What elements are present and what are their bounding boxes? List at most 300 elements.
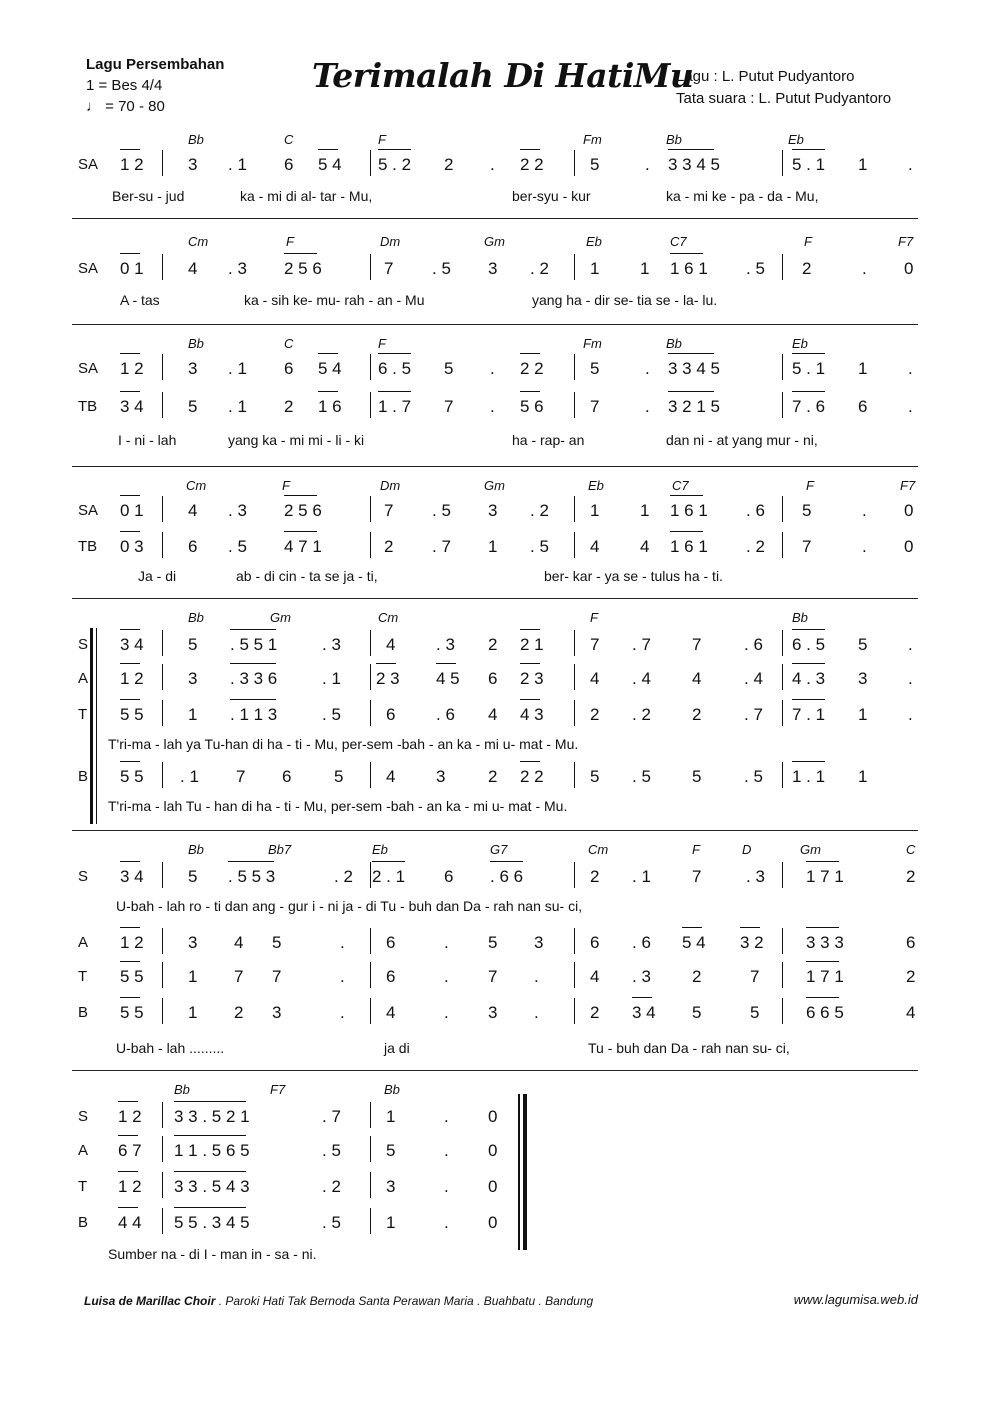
note-group: 1 [590, 501, 600, 520]
note-group: 7 [272, 967, 282, 986]
voice-label: SA [78, 360, 99, 377]
lyric-line: ab - di cin - ta se ja - ti, [236, 568, 378, 584]
barline [782, 998, 783, 1024]
system-divider [72, 598, 918, 599]
barline [370, 998, 371, 1024]
note-group: . 5 5 1 [230, 635, 278, 654]
barline [162, 762, 163, 788]
note-group: 0 3 [120, 537, 144, 556]
chord-symbol: Dm [380, 478, 401, 493]
beam-line [120, 531, 140, 532]
note-group: 3 [858, 669, 868, 688]
beam-line [174, 1101, 246, 1102]
note-group: 7 [750, 967, 760, 986]
beam-line [632, 997, 652, 998]
key-signature: 1 = Bes 4/4 [86, 77, 163, 94]
note-group: . 1 [228, 359, 247, 378]
note-group: 1 2 [120, 155, 144, 174]
beam-line [520, 391, 540, 392]
note-group: 6 . 5 [792, 635, 826, 654]
note-group: 4 3 [520, 705, 544, 724]
chord-symbol: Eb [792, 336, 808, 351]
barline [574, 962, 575, 988]
beam-line [120, 253, 140, 254]
system-7 [72, 1080, 918, 1270]
beam-line [668, 353, 714, 354]
beam-line [230, 663, 276, 664]
lyric-line: I - ni - lah [118, 432, 177, 448]
note-group: 1 2 [118, 1177, 142, 1196]
credits [676, 66, 891, 110]
note-group: 1 2 [120, 669, 144, 688]
note-group: 4 [640, 537, 650, 556]
note-group: 5 5 [120, 767, 144, 786]
note-group: . 5 [228, 537, 247, 556]
lyric-line: ja di [384, 1040, 410, 1056]
footer-choir-info [84, 1294, 593, 1308]
note-group: 2 [590, 1003, 600, 1022]
beam-line [378, 149, 411, 150]
beam-line [740, 927, 760, 928]
barline [370, 928, 371, 954]
note-group: 2 3 [520, 669, 544, 688]
barline [370, 392, 371, 418]
note-group: . 7 [744, 705, 763, 724]
beam-line [120, 761, 140, 762]
chord-symbol: F7 [270, 1082, 286, 1097]
note-group: 5 [188, 867, 198, 886]
note-group: 6 [284, 359, 294, 378]
chord-symbol: Bb [188, 132, 204, 147]
note-group: 5 [334, 767, 344, 786]
note-group: . 3 [228, 501, 247, 520]
note-group: 2 3 [376, 669, 400, 688]
barline [782, 862, 783, 888]
barline [782, 496, 783, 522]
note-group: 4 4 [118, 1213, 142, 1232]
note-group: 3 3 . 5 2 1 [174, 1107, 250, 1126]
barline [574, 150, 575, 176]
note-group: . 5 5 3 [228, 867, 276, 886]
chord-symbol: Fm [583, 336, 602, 351]
barline [162, 928, 163, 954]
note-group: . [645, 155, 650, 174]
beam-line [520, 663, 540, 664]
note-group: 3 2 1 5 [668, 397, 720, 416]
note-group: 2 [590, 705, 600, 724]
voice-label: SA [78, 156, 99, 173]
note-group: . 1 [228, 397, 247, 416]
beam-line [520, 149, 540, 150]
voice-label: S [78, 636, 89, 653]
voice-label: S [78, 1108, 89, 1125]
note-group: . 7 [432, 537, 451, 556]
chord-symbol: F [590, 610, 598, 625]
note-group: 2 2 [520, 767, 544, 786]
note-group: 1 [640, 259, 650, 278]
note-group: 5 5 . 3 4 5 [174, 1213, 250, 1232]
note-group: 4 . 3 [792, 669, 826, 688]
note-group: 1 [386, 1107, 396, 1126]
chord-symbol: Eb [372, 842, 388, 857]
barline [574, 630, 575, 656]
note-group: 1 6 1 [670, 537, 708, 556]
chord-symbol: F [806, 478, 814, 493]
beam-line [792, 391, 825, 392]
note-group: . [862, 501, 867, 520]
beam-line [806, 997, 839, 998]
note-group: . [444, 1107, 449, 1126]
note-group: 1 [858, 705, 868, 724]
chord-symbol: Bb7 [268, 842, 292, 857]
note-group: 5 [692, 1003, 702, 1022]
voice-label: B [78, 768, 89, 785]
note-group: . [340, 933, 345, 952]
chord-symbol: F [378, 132, 386, 147]
note-group: . [340, 967, 345, 986]
final-barline-thick [523, 1094, 527, 1250]
note-group: . 1 [322, 669, 341, 688]
system-divider [72, 466, 918, 467]
lyric-line: ber- kar - ya se - tulus ha - ti. [544, 568, 723, 584]
note-group: . [908, 705, 913, 724]
note-group: 6 [858, 397, 868, 416]
note-group: . [908, 155, 913, 174]
note-group: 7 [444, 397, 454, 416]
note-group: 2 [692, 705, 702, 724]
beam-line [120, 663, 140, 664]
note-group: 0 [904, 259, 914, 278]
note-group: . 2 [632, 705, 651, 724]
note-group: 2 2 [520, 155, 544, 174]
barline [370, 862, 371, 888]
barline [574, 664, 575, 690]
note-group: 7 [590, 635, 600, 654]
note-group: . [444, 933, 449, 952]
note-group: 2 [590, 867, 600, 886]
chord-symbol: F7 [900, 478, 916, 493]
system-6 [72, 840, 918, 1070]
voice-label: SA [78, 260, 99, 277]
voice-label: A [78, 934, 89, 951]
note-group: 5 4 [318, 359, 342, 378]
beam-line [120, 699, 140, 700]
note-group: 3 2 [740, 933, 764, 952]
note-group: 2 2 [520, 359, 544, 378]
footer-website: www.lagumisa.web.id [793, 1292, 918, 1307]
note-group: . [862, 537, 867, 556]
chord-symbol: F [286, 234, 294, 249]
beam-line [668, 149, 714, 150]
lyric-line: ka - mi di al- tar - Mu, [240, 188, 373, 204]
note-group: . [340, 1003, 345, 1022]
note-group: 3 4 [120, 397, 144, 416]
chord-symbol: C7 [672, 478, 689, 493]
song-title: Terimalah Di HatiMu [312, 56, 694, 95]
lyric-line: T'ri-ma - lah Tu - han di ha - ti - Mu, per-sem -bah - an ka - mi u- mat - Mu. [108, 798, 568, 814]
note-group: . 1 1 3 [230, 705, 278, 724]
note-group: 4 [188, 259, 198, 278]
beam-line [118, 1101, 138, 1102]
beam-line [520, 629, 540, 630]
beam-line [378, 353, 411, 354]
chord-symbol: Gm [484, 478, 505, 493]
beam-line [376, 663, 396, 664]
note-group: 5 6 [520, 397, 544, 416]
note-group: 6 [386, 705, 396, 724]
chord-symbol: Bb [666, 132, 682, 147]
note-group: 5 . 2 [378, 155, 412, 174]
barline [162, 354, 163, 380]
barline [782, 630, 783, 656]
note-group: 2 5 6 [284, 259, 322, 278]
note-group: 1 2 [118, 1107, 142, 1126]
note-group: 5 [590, 767, 600, 786]
beam-line [682, 927, 702, 928]
note-group: . 5 [744, 767, 763, 786]
note-group: 5 [590, 155, 600, 174]
note-group: 3 4 [632, 1003, 656, 1022]
note-group: 1 [188, 1003, 198, 1022]
voice-label: B [78, 1004, 89, 1021]
chord-symbol: F [804, 234, 812, 249]
chord-symbol: C [906, 842, 916, 857]
note-group: 2 [906, 967, 916, 986]
note-group: 1 7 1 [806, 967, 844, 986]
note-group: 4 [386, 1003, 396, 1022]
beam-line [120, 149, 140, 150]
beam-line [318, 353, 338, 354]
beam-line [318, 149, 338, 150]
voice-label: TB [78, 398, 98, 415]
lyric-line: yang ka - mi mi - li - ki [228, 432, 365, 448]
note-group: . [534, 967, 539, 986]
beam-line [230, 699, 276, 700]
note-group: . 1 [228, 155, 247, 174]
note-group: . 3 [322, 635, 341, 654]
beam-line [670, 253, 703, 254]
chord-symbol: Bb [384, 1082, 400, 1097]
note-group: 5 5 [120, 705, 144, 724]
beam-line [378, 391, 411, 392]
barline [162, 254, 163, 280]
barline [162, 392, 163, 418]
barline [370, 1136, 371, 1162]
voice-label: B [78, 1214, 89, 1231]
barline [574, 532, 575, 558]
note-group: 6 7 [118, 1141, 142, 1160]
note-group: 6 [284, 155, 294, 174]
barline [162, 700, 163, 726]
beam-line [174, 1207, 246, 1208]
system-4 [72, 476, 918, 598]
lyric-line: Tu - buh dan Da - rah nan su- ci, [588, 1040, 790, 1056]
beam-line [120, 861, 140, 862]
lyric-line: Ber-su - jud [112, 188, 185, 204]
barline [574, 762, 575, 788]
satb-bracket [90, 628, 93, 824]
note-group: 7 [384, 259, 394, 278]
note-group: . 6 6 [490, 867, 524, 886]
lyric-line: dan ni - at yang mur - ni, [666, 432, 818, 448]
system-2 [72, 232, 918, 324]
chord-symbol: F7 [898, 234, 914, 249]
note-group: . 3 3 6 [230, 669, 278, 688]
note-group: 6 [444, 867, 454, 886]
composer-credit: Lagu : L. Putut Pudyantoro [676, 68, 855, 85]
barline [162, 496, 163, 522]
chord-symbol: Bb [188, 842, 204, 857]
note-group: 1 [188, 967, 198, 986]
beam-line [520, 699, 540, 700]
note-group: 5 . 1 [792, 359, 826, 378]
note-group: 7 [384, 501, 394, 520]
chord-symbol: Eb [788, 132, 804, 147]
chord-symbol: Eb [586, 234, 602, 249]
note-group: 4 [386, 767, 396, 786]
note-group: 7 [692, 867, 702, 886]
system-divider [72, 1070, 918, 1071]
note-group: . 6 [746, 501, 765, 520]
lyric-line: T'ri-ma - lah ya Tu-han di ha - ti - Mu, per-sem -bah - an ka - mi u- mat - Mu. [108, 736, 579, 752]
note-group: 4 [590, 669, 600, 688]
beam-line [120, 353, 140, 354]
note-group: . [862, 259, 867, 278]
beam-line [806, 961, 839, 962]
note-group: 2 [802, 259, 812, 278]
barline [574, 354, 575, 380]
barline [370, 354, 371, 380]
note-group: 1 7 1 [806, 867, 844, 886]
note-group: 5 [692, 767, 702, 786]
barline [370, 254, 371, 280]
note-group: 5 [590, 359, 600, 378]
beam-line [120, 961, 140, 962]
note-group: 3 [534, 933, 544, 952]
note-group: 3 [188, 669, 198, 688]
note-group: 5 [188, 397, 198, 416]
parish-name: . Paroki Hati Tak Bernoda Santa Perawan Maria . Buahbatu . Bandung [215, 1294, 594, 1308]
barline [162, 150, 163, 176]
barline [370, 150, 371, 176]
barline [370, 1208, 371, 1234]
note-group: 0 [488, 1141, 498, 1160]
note-group: 1 6 1 [670, 501, 708, 520]
barline [162, 630, 163, 656]
note-group: 3 4 [120, 867, 144, 886]
note-group: . 1 [632, 867, 651, 886]
note-group: 3 4 [120, 635, 144, 654]
note-group: 2 . 1 [372, 867, 406, 886]
note-group: . [490, 359, 495, 378]
note-group: 7 [234, 967, 244, 986]
note-group: 3 [188, 155, 198, 174]
beam-line [670, 495, 703, 496]
beam-line [792, 149, 825, 150]
beam-line [284, 253, 317, 254]
barline [574, 496, 575, 522]
note-group: 7 [236, 767, 246, 786]
barline [574, 998, 575, 1024]
barline [162, 1136, 163, 1162]
chord-symbol: Bb [666, 336, 682, 351]
beam-line [792, 353, 825, 354]
note-group: . [490, 155, 495, 174]
note-group: . 6 [632, 933, 651, 952]
note-group: 4 [488, 705, 498, 724]
final-barline-thin [518, 1094, 520, 1250]
barline [162, 862, 163, 888]
lyric-line: Sumber na - di I - man in - sa - ni. [108, 1246, 317, 1262]
barline [162, 998, 163, 1024]
beam-line [670, 531, 703, 532]
note-group: 5 [802, 501, 812, 520]
barline [782, 664, 783, 690]
note-group: 0 [904, 501, 914, 520]
note-group: 2 [906, 867, 916, 886]
barline [370, 700, 371, 726]
note-group: . 2 [322, 1177, 341, 1196]
note-group: 6 [590, 933, 600, 952]
note-group: . 5 [432, 259, 451, 278]
note-group: 5 [386, 1141, 396, 1160]
note-group: 3 [386, 1177, 396, 1196]
note-group: 5 [444, 359, 454, 378]
note-group: 0 [488, 1107, 498, 1126]
barline [574, 928, 575, 954]
note-group: 2 [234, 1003, 244, 1022]
lyric-line: ka - mi ke - pa - da - Mu, [666, 188, 819, 204]
beam-line [120, 495, 140, 496]
note-group: 7 [802, 537, 812, 556]
note-group: . 7 [632, 635, 651, 654]
barline [162, 532, 163, 558]
barline [574, 254, 575, 280]
note-group: . 2 [530, 259, 549, 278]
barline [370, 532, 371, 558]
chord-symbol: Bb [792, 610, 808, 625]
note-group: 3 [488, 1003, 498, 1022]
note-group: . 5 [746, 259, 765, 278]
note-group: 2 [488, 767, 498, 786]
note-group: 1 2 [120, 359, 144, 378]
beam-line [120, 997, 140, 998]
note-group: 5 5 [120, 1003, 144, 1022]
note-group: . [908, 635, 913, 654]
voice-label: SA [78, 502, 99, 519]
beam-line [118, 1207, 138, 1208]
barline [370, 962, 371, 988]
note-group: . 3 [228, 259, 247, 278]
note-group: 6 [386, 967, 396, 986]
barline [782, 532, 783, 558]
note-group: . 2 [530, 501, 549, 520]
chord-symbol: Bb [188, 336, 204, 351]
chord-symbol: C [284, 336, 294, 351]
note-group: . 3 [632, 967, 651, 986]
voice-label: T [78, 968, 88, 985]
note-group: 6 [906, 933, 916, 952]
song-category: Lagu Persembahan [86, 56, 225, 73]
beam-line [120, 927, 140, 928]
beam-line [436, 663, 456, 664]
voice-label: A [78, 670, 89, 687]
chord-symbol: Gm [800, 842, 821, 857]
system-divider [72, 324, 918, 325]
barline [782, 150, 783, 176]
note-group: 5 5 [120, 967, 144, 986]
barline [782, 962, 783, 988]
